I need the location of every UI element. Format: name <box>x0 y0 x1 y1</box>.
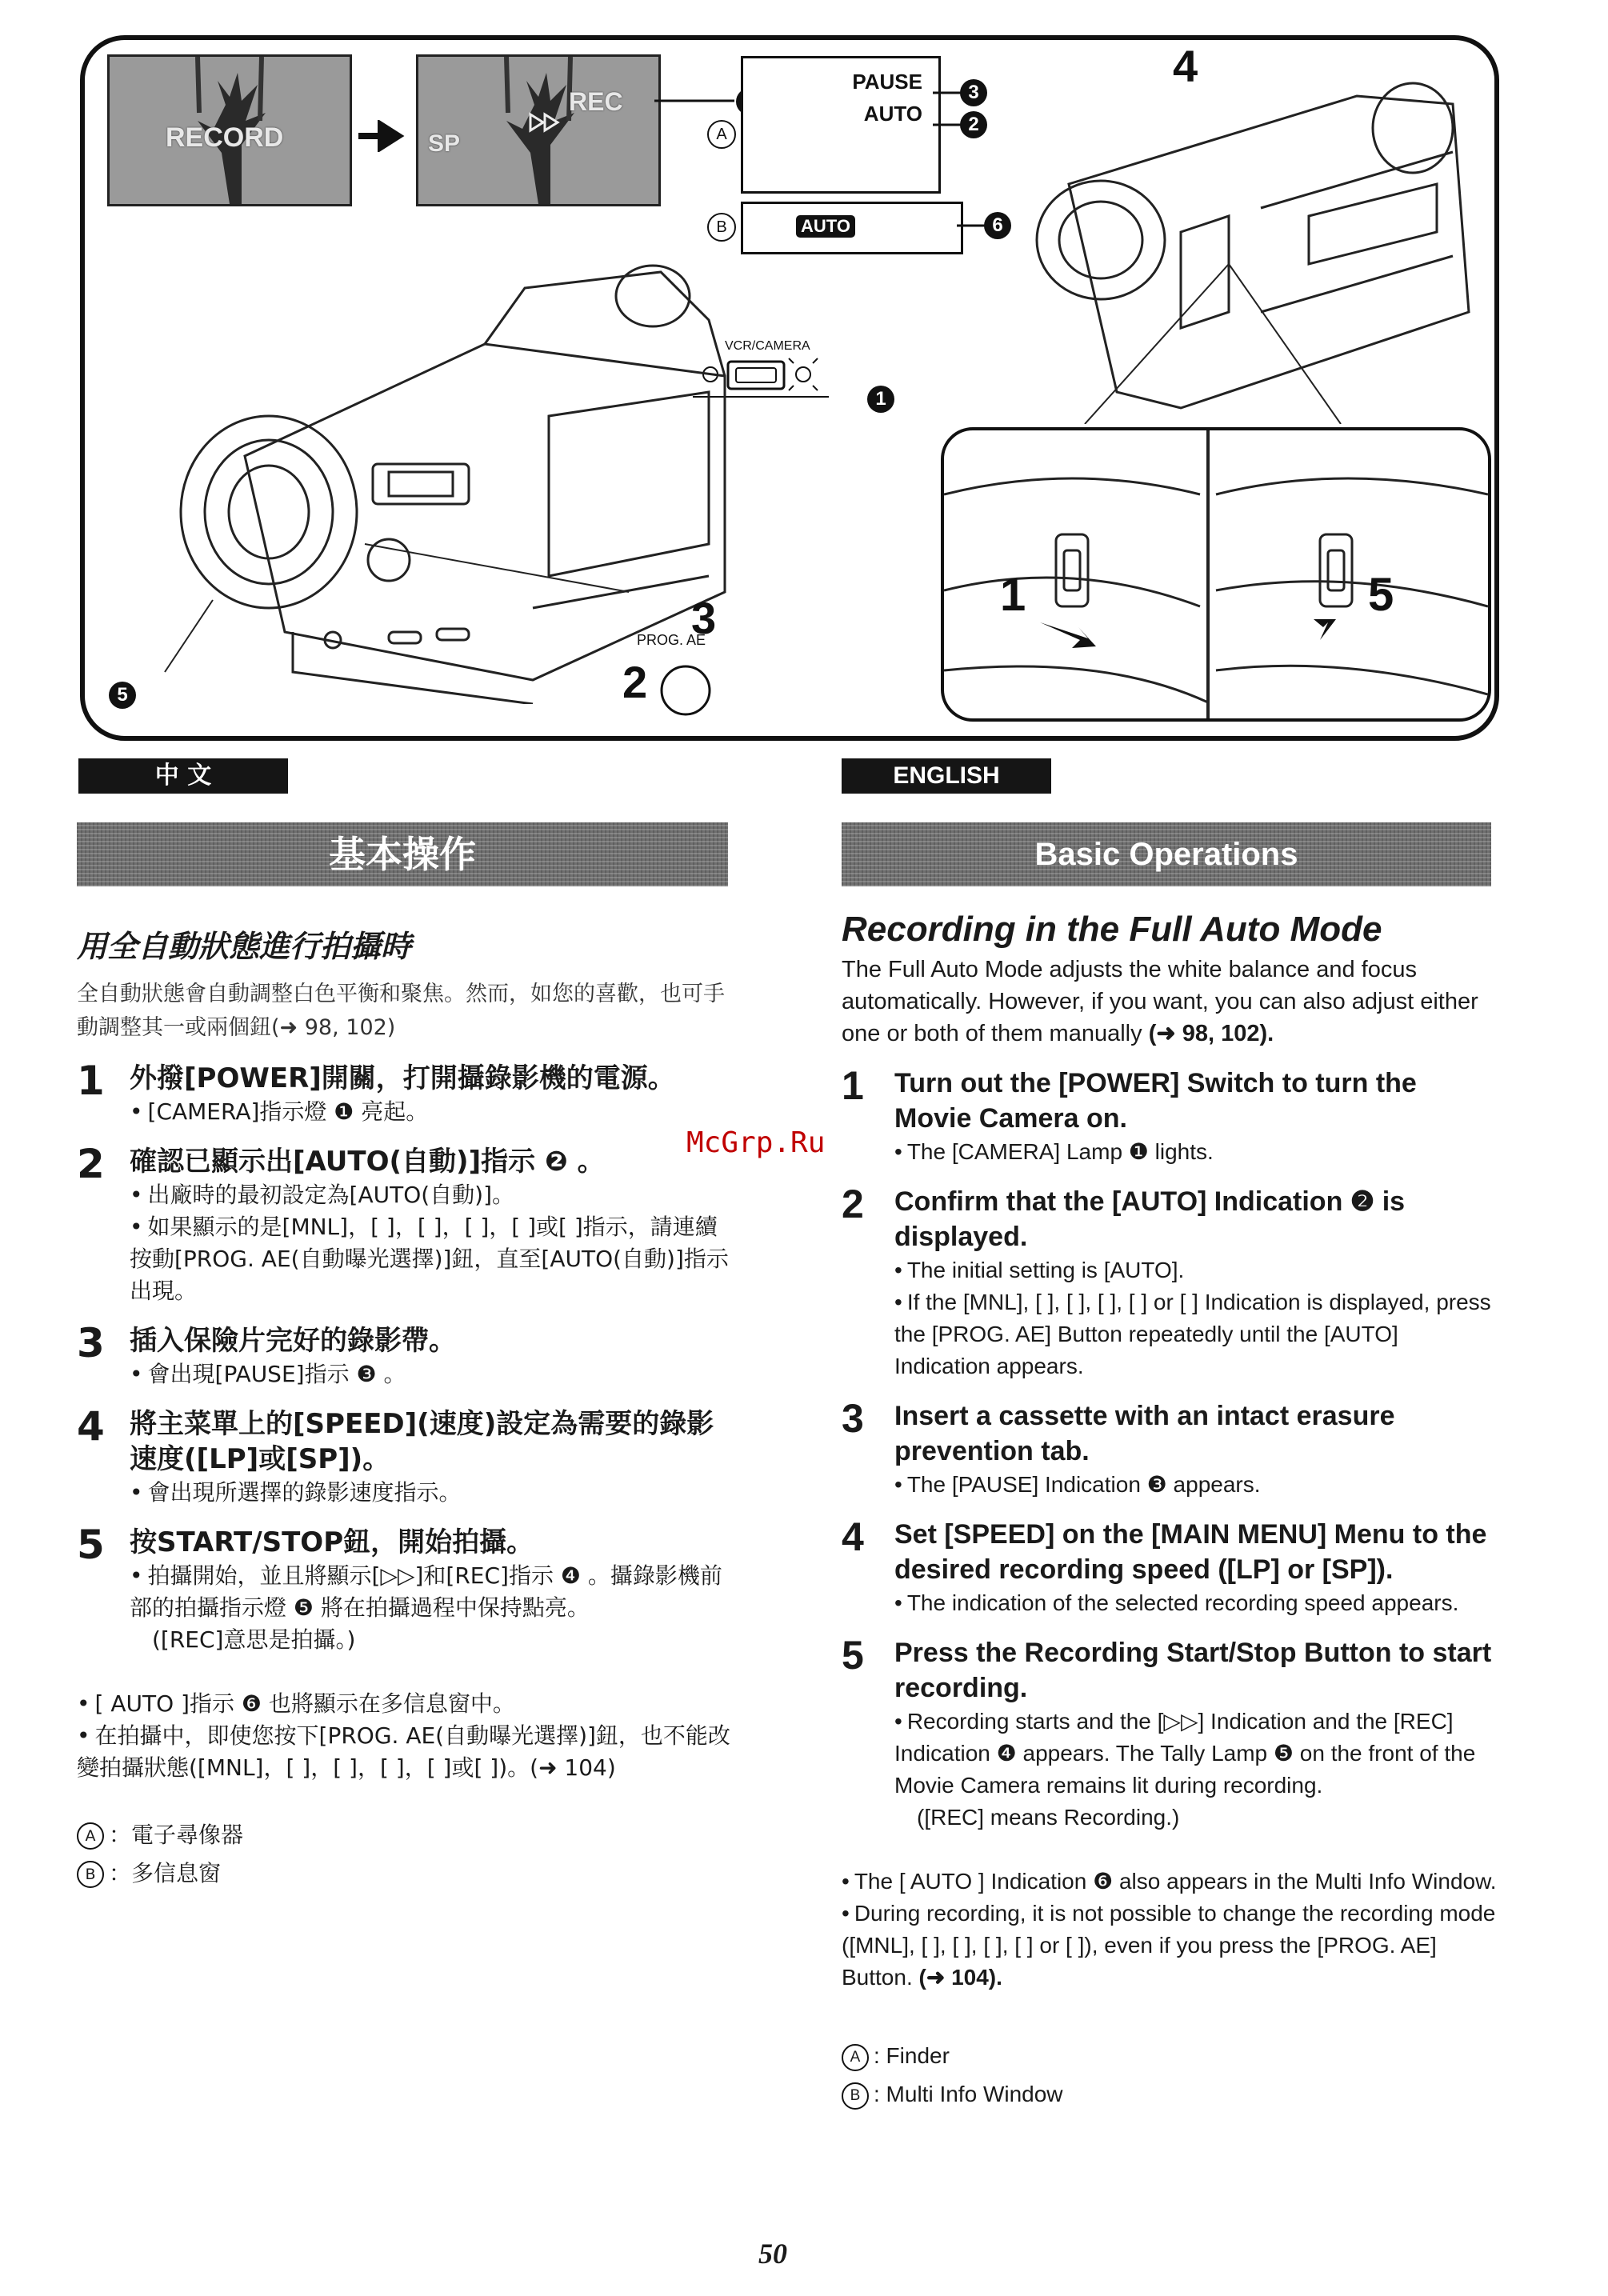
english-intro-text: The Full Auto Mode adjusts the white balance and focus automatically. However, if you want, you can also adjust either one or both of them manually <box>842 957 1478 1046</box>
label-b-icon: B <box>707 213 736 242</box>
step-item <box>842 1184 1498 1382</box>
callout-1-icon: 1 <box>867 386 894 413</box>
auto-label: AUTO <box>863 102 922 126</box>
step-heading: 確認已顯示出[AUTO(自動)]指示 ❷ 。 <box>130 1146 605 1178</box>
auto-badge: AUTO <box>796 215 855 238</box>
step-item <box>842 1398 1498 1501</box>
step-note: • 會出現所選擇的錄影速度指示。 <box>130 1477 733 1509</box>
step-heading: Confirm that the [AUTO] Indication ❷ is displayed. <box>894 1186 1406 1252</box>
step-note: • 會出現[PAUSE]指示 ❸ 。 <box>130 1358 733 1390</box>
power-switch-detail-inset <box>941 427 1491 722</box>
step-heading: 將主菜單上的[SPEED](速度)設定為需要的錄影速度([LP]或[SP])。 <box>130 1408 714 1475</box>
viewfinder-record-frame <box>107 54 352 206</box>
english-legend-a <box>842 2037 1498 2075</box>
step-number: 3 <box>77 1320 105 1366</box>
callout-6-icon: 6 <box>984 212 1011 239</box>
step-number: 1 <box>842 1063 864 1108</box>
english-legend-b <box>842 2075 1498 2114</box>
step-note: ([REC] means Recording.) <box>917 1805 1180 1830</box>
chinese-legend-a-text: ：電子尋像器 <box>109 1822 244 1848</box>
rec-indicator: REC <box>569 87 623 116</box>
english-intro <box>842 954 1498 1050</box>
step-heading: 外撥[POWER]開關，打開攝錄影機的電源。 <box>130 1062 675 1094</box>
step-heading: Turn out the [POWER] Switch to turn the Movie Camera on. <box>894 1068 1417 1134</box>
step-5-callout: 5 <box>1368 569 1394 621</box>
record-indicator: RECORD <box>166 122 284 153</box>
step-heading: Set [SPEED] on the [MAIN MENU] Menu to the desired recording speed ([LP] or [SP]). <box>894 1519 1487 1585</box>
english-note-2-ref: (➜ 104). <box>918 1965 1002 1990</box>
legend-b-icon: B <box>842 2082 869 2110</box>
prog-ae-button-icon <box>658 662 714 718</box>
english-notes <box>842 1866 1498 1994</box>
step-note: • Recording starts and the [▷▷] Indication and the [REC] Indication ❹ appears. The Tally Lamp ❺ on the front of the Movie Camera remains lit during recording. <box>894 1706 1498 1802</box>
step-note: • The indication of the selected recording speed appears. <box>894 1587 1498 1619</box>
step-heading: Insert a cassette with an intact erasure prevention tab. <box>894 1401 1395 1466</box>
chinese-language-tab: 中 文 <box>78 758 288 794</box>
callout-3-icon: 3 <box>960 79 987 106</box>
legend-a-icon: A <box>77 1822 104 1850</box>
step-note: • The [CAMERA] Lamp ❶ lights. <box>894 1136 1498 1168</box>
step-3-callout: 3 <box>691 593 717 643</box>
english-subtitle: Recording in the Full Auto Mode <box>842 910 1382 949</box>
step-item <box>842 1635 1498 1834</box>
english-section-title: Basic Operations <box>842 822 1491 886</box>
step-item <box>77 1141 733 1307</box>
step-item <box>77 1320 733 1390</box>
english-legend-a-text: : Finder <box>874 2043 950 2068</box>
arrow-right-icon <box>357 120 405 152</box>
watermark: McGrp.Ru <box>686 1126 826 1159</box>
step-item <box>842 1063 1498 1168</box>
speed-sp-indicator: SP <box>428 130 461 157</box>
step-heading: Press the Recording Start/Stop Button to start recording. <box>894 1638 1492 1703</box>
callout-5-icon: 5 <box>109 682 136 709</box>
step-number: 1 <box>77 1058 105 1104</box>
english-note-2-text: During recording, it is not possible to change the recording mode ([MNL], [ ], [ ], [ ], [ ] or [ ]), even if you press the [PROG. AE] Button. <box>842 1901 1496 1990</box>
step-note: • The [PAUSE] Indication ❸ appears. <box>894 1469 1498 1501</box>
english-steps-list <box>842 1063 1498 1834</box>
step-number: 2 <box>77 1141 105 1187</box>
step-number: 4 <box>77 1403 105 1450</box>
chinese-note-1: • [ AUTO ]指示 ❻ 也將顯示在多信息窗中。 <box>77 1688 733 1720</box>
step-1-callout: 1 <box>1000 569 1026 621</box>
pause-label: PAUSE <box>852 70 922 94</box>
illustration-panel <box>80 35 1499 741</box>
finder-display-box <box>741 56 941 194</box>
chinese-section-title: 基本操作 <box>77 822 728 886</box>
english-language-tab: ENGLISH <box>842 758 1051 794</box>
step-note: ([REC]意思是拍攝。) <box>152 1626 356 1653</box>
legend-a-icon: A <box>842 2044 869 2071</box>
step-note: • 如果顯示的是[MNL]，[ ]，[ ]，[ ]，[ ]或[ ]指示，請連續按動[PROG. AE(自動曝光選擇)]鈕，直至[AUTO(自動)]指示出現。 <box>130 1211 733 1307</box>
chinese-notes <box>77 1688 733 1784</box>
step-note: • 出廠時的最初設定為[AUTO(自動)]。 <box>130 1179 733 1211</box>
multi-info-window-box <box>741 202 963 254</box>
step-note: • The initial setting is [AUTO]. <box>894 1254 1498 1286</box>
step-note: • If the [MNL], [ ], [ ], [ ], [ ] or [ ] Indication is displayed, press the [PROG. AE] Button repeatedly until the [AUTO] Indication appears. <box>894 1286 1498 1382</box>
english-legend <box>842 2037 1498 2114</box>
prog-ae-label: PROG. AE <box>637 632 706 648</box>
step-number: 2 <box>842 1182 864 1226</box>
callout-2-icon: 2 <box>960 111 987 138</box>
step-number: 3 <box>842 1396 864 1441</box>
viewfinder-recording-frame <box>416 54 661 206</box>
chinese-column <box>77 926 733 1893</box>
chinese-legend-b-text: ：多信息窗 <box>109 1860 222 1886</box>
step-item <box>842 1514 1498 1619</box>
page-number: 50 <box>758 2238 787 2270</box>
chinese-subtitle: 用全自動狀態進行拍攝時 <box>77 929 412 964</box>
step-number: 5 <box>77 1522 105 1568</box>
camcorder-rear-illustration <box>1021 72 1485 424</box>
step-heading: 按START/STOP鈕，開始拍攝。 <box>130 1526 534 1558</box>
legend-b-icon: B <box>77 1861 104 1888</box>
step-item <box>77 1058 733 1128</box>
chinese-legend-b <box>77 1854 733 1893</box>
callout-lines <box>933 72 965 152</box>
english-note-1: • The [ AUTO ] Indication ❻ also appears in the Multi Info Window. <box>842 1866 1498 1898</box>
chinese-legend-a <box>77 1816 733 1854</box>
step-4-callout: 4 <box>1173 41 1198 91</box>
vcr-camera-label: VCR/CAMERA <box>725 339 810 353</box>
english-note-2 <box>842 1898 1498 1994</box>
chinese-note-2: • 在拍攝中，即使您按下[PROG. AE(自動曝光選擇)]鈕，也不能改變拍攝狀態([MNL]，[ ]，[ ]，[ ]，[ ]或[ ])。(➜ 104) <box>77 1720 733 1784</box>
label-a-icon: A <box>707 120 736 149</box>
english-intro-ref: (➜ 98, 102). <box>1148 1021 1274 1046</box>
chinese-steps-list <box>77 1058 733 1656</box>
step-2-callout: 2 <box>622 657 648 707</box>
step-number: 4 <box>842 1514 864 1559</box>
step-item <box>77 1403 733 1509</box>
step-number: 5 <box>842 1633 864 1678</box>
step-note: • [CAMERA]指示燈 ❶ 亮起。 <box>130 1096 733 1128</box>
step-item <box>77 1522 733 1656</box>
english-column <box>842 907 1498 2114</box>
step-note: • 拍攝開始，並且將顯示[▷▷]和[REC]指示 ❹ 。攝錄影機前部的拍攝指示燈 ❺ 將在拍攝過程中保持點亮。 <box>130 1560 733 1624</box>
chinese-intro: 全自動狀態會自動調整白色平衡和聚焦。然而，如您的喜歡，也可手動調整其一或兩個鈕(➜ 98, 102) <box>77 982 725 1040</box>
step-heading: 插入保險片完好的錄影帶。 <box>130 1325 456 1357</box>
english-legend-b-text: : Multi Info Window <box>874 2082 1063 2106</box>
chinese-legend <box>77 1816 733 1893</box>
